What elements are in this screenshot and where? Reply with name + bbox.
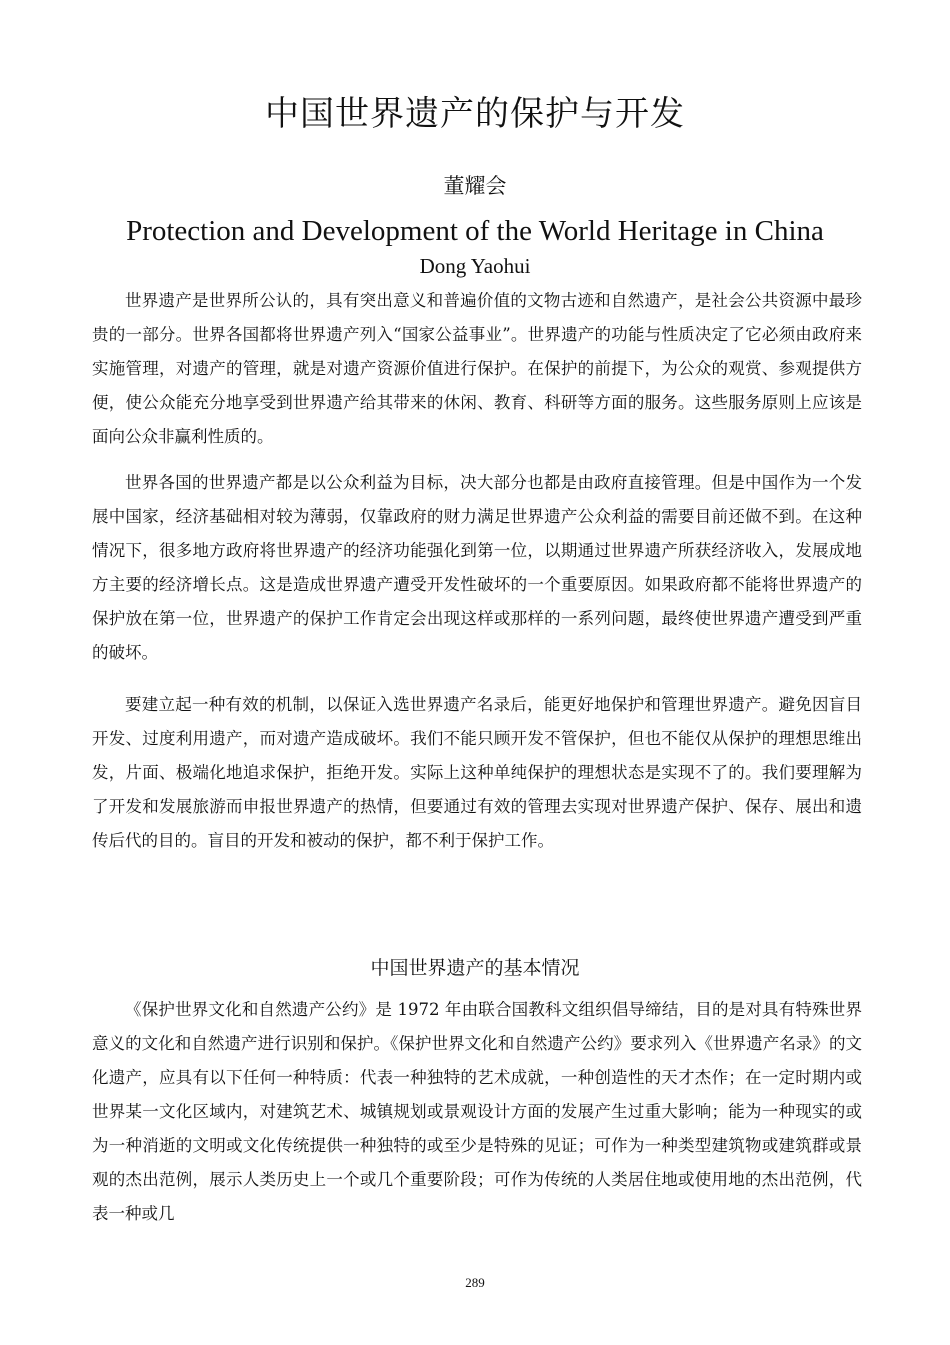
author-chinese: 董耀会 [443,174,507,198]
section-paragraph: 《保护世界文化和自然遗产公约》是 1972 年由联合国教科文组织倡导缔结，目的是对具有特殊世界意义的文化和自然遗产进行识别和保护。《保护世界文化和自然遗产公约》要求列入《世界遗产名录》的文化遗产，应具有以下任何一种特质：代表一种独特的艺术成就，一种创造性的天才杰作；在一定时期内或世界某一文化区域内，对建筑艺术、城镇规划或景观设计方面的发展产生过重大影响；能为一种现实的或为一种消逝的文明或文化传统提供一种独特的或至少是特殊的见证；可作为一种类型建筑物或建筑群或景观的杰出范例，展示人类历史上一个或几个重要阶段；可作为传统的人类居住地或使用地的杰出范例，代表一种或几 [92,1000,862,1223]
section-heading: 中国世界遗产的基本情况 [370,957,580,979]
paragraph-block-2 [92,466,862,670]
paragraph-block-3 [92,688,862,858]
title-chinese: 中国世界遗产的保护与开发 [265,94,685,134]
paragraph-block-1 [92,284,862,454]
page-number: 289 [465,1275,485,1290]
paragraph-block-4 [92,993,862,1231]
body-paragraph-2: 世界各国的世界遗产都是以公众利益为目标，决大部分也都是由政府直接管理。但是中国作为一个发展中国家，经济基础相对较为薄弱，仅靠政府的财力满足世界遗产公众利益的需要目前还做不到。在这种情况下，很多地方政府将世界遗产的经济功能强化到第一位，以期通过世界遗产所获经济收入，发展成地方主要的经济增长点。这是造成世界遗产遭受开发性破坏的一个重要原因。如果政府都不能将世界遗产的保护放在第一位，世界遗产的保护工作肯定会出现这样或那样的一系列问题，最终使世界遗产遭受到严重的破坏。 [92,473,862,662]
body-paragraph-3: 要建立起一种有效的机制，以保证入选世界遗产名录后，能更好地保护和管理世界遗产。避免因盲目开发、过度利用遗产，而对遗产造成破坏。我们不能只顾开发不管保护，但也不能仅从保护的理想思维出发，片面、极端化地追求保护，拒绝开发。实际上这种单纯保护的理想状态是实现不了的。我们要理解为了开发和发展旅游而申报世界遗产的热情，但要通过有效的管理去实现对世界遗产保护、保存、展出和遗传后代的目的。盲目的开发和被动的保护，都不利于保护工作。 [92,695,862,850]
title-english: Protection and Development of the World Heritage in China [126,215,824,247]
author-english: Dong Yaohui [419,254,531,278]
body-paragraph-1: 世界遗产是世界所公认的，具有突出意义和普遍价值的文物古迹和自然遗产，是社会公共资源中最珍贵的一部分。世界各国都将世界遗产列入“国家公益事业”。世界遗产的功能与性质决定了它必须由政府来实施管理，对遗产的管理，就是对遗产资源价值进行保护。在保护的前提下，为公众的观赏、参观提供方便，使公众能充分地享受到世界遗产给其带来的休闲、教育、科研等方面的服务。这些服务原则上应该是面向公众非赢利性质的。 [92,291,862,446]
